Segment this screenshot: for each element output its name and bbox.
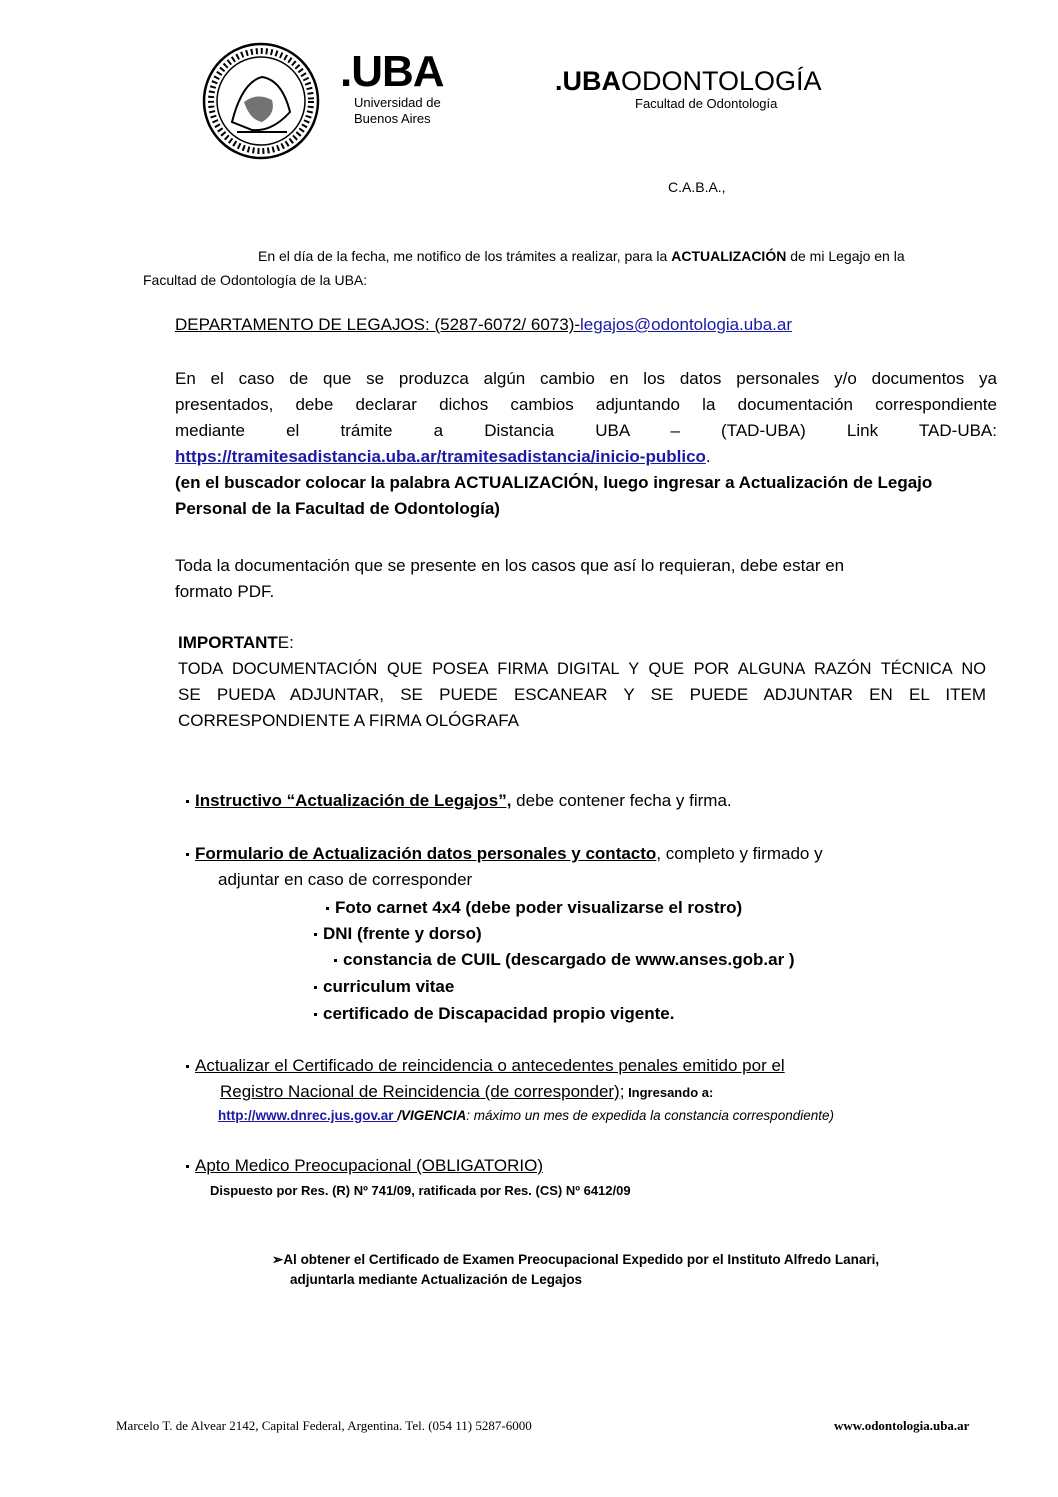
department-email-link[interactable]: legajos@odontologia.uba.ar bbox=[580, 315, 792, 334]
lanari-line-1: Al obtener el Certificado de Examen Preocupacional Expedido por el Instituto Alfredo Lanari, bbox=[283, 1252, 880, 1267]
item-apto-medico bbox=[186, 1153, 543, 1179]
important-block bbox=[178, 630, 986, 734]
tad-uba-link[interactable]: https://tramitesadistancia.uba.ar/tramitesadistancia/inicio-publico bbox=[175, 447, 706, 466]
arrow-bullet-icon: ➢ bbox=[272, 1252, 284, 1267]
lanari-instruction bbox=[272, 1250, 879, 1290]
bullet-icon bbox=[314, 1013, 317, 1016]
bullet-icon bbox=[326, 907, 329, 910]
intro-line-1 bbox=[258, 245, 905, 267]
department-label: DEPARTAMENTO DE LEGAJOS: (5287-6072/ 6073)- bbox=[175, 315, 581, 334]
de-corresponder: (de corresponder); bbox=[479, 1082, 625, 1101]
bullet-icon bbox=[314, 986, 317, 989]
important-title bbox=[178, 630, 986, 656]
lanari-line-2: adjuntarla mediante Actualización de Legajos bbox=[290, 1272, 583, 1287]
sub-item bbox=[326, 895, 742, 921]
intro-text: En el día de la fecha, me notifico de los trámites a realizar, para la bbox=[258, 248, 672, 264]
change-notice bbox=[175, 366, 997, 522]
formulario-rest: , completo y firmado y bbox=[656, 844, 823, 863]
certificado-line-1[interactable]: Actualizar el Certificado de reincidencia o antecedentes penales emitido por el bbox=[195, 1056, 785, 1075]
sub-item bbox=[314, 921, 482, 947]
pdf-notice-line-1: Toda la documentación que se presente en los casos que así lo requieran, debe estar en bbox=[175, 556, 845, 575]
uba-logo-subtitle-1: Universidad de bbox=[354, 95, 441, 110]
university-seal-logo bbox=[202, 42, 320, 160]
uba-logo-subtitle-2: Buenos Aires bbox=[354, 111, 431, 126]
change-notice-line-1: En el caso de que se produzca algún cambio en los datos personales y/o documentos ya bbox=[175, 369, 997, 388]
item-formulario bbox=[186, 841, 823, 867]
department-line bbox=[175, 312, 792, 338]
uba-logo-mark: .UBA bbox=[340, 47, 444, 96]
bullet-icon bbox=[186, 1065, 189, 1068]
vigencia-text: : máximo un mes de expedida la constancia correspondiente) bbox=[466, 1108, 834, 1123]
item-instructivo bbox=[186, 788, 732, 814]
footer-website[interactable]: www.odontologia.uba.ar bbox=[834, 1418, 970, 1433]
certificado-line-2 bbox=[220, 1079, 713, 1106]
important-title-bold: IMPORTANT bbox=[178, 633, 278, 652]
registro-nacional-link[interactable]: Registro Nacional de Reincidencia bbox=[220, 1082, 480, 1101]
instructivo-link[interactable]: Instructivo “Actualización de Legajos”, bbox=[195, 791, 512, 810]
important-line-1: TODA DOCUMENTACIÓN QUE POSEA FIRMA DIGITAL Y QUE POR ALGUNA RAZÓN TÉCNICA NO bbox=[178, 660, 986, 678]
formulario-link[interactable]: Formulario de Actualización datos personales y contacto bbox=[195, 844, 657, 863]
important-line-2: SE PUEDA ADJUNTAR, SE PUEDE ESCANEAR Y SE PUEDE ADJUNTAR EN EL ITEM bbox=[178, 685, 986, 704]
intro-line-2: Facultad de Odontología de la UBA: bbox=[143, 272, 368, 288]
intro-text-end: de mi Legajo en la bbox=[786, 248, 905, 264]
sub-item-cv: curriculum vitae bbox=[323, 977, 455, 996]
sub-item-discapacidad: certificado de Discapacidad propio vigente. bbox=[323, 1004, 675, 1023]
odo-logo-subtitle: Facultad de Odontología bbox=[635, 96, 778, 111]
pdf-notice-line-2: formato PDF. bbox=[175, 582, 275, 601]
important-line-3: CORRESPONDIENTE A FIRMA OLÓGRAFA bbox=[178, 711, 520, 730]
tad-link-suffix: . bbox=[705, 447, 711, 466]
bullet-icon bbox=[186, 1165, 189, 1168]
pdf-notice bbox=[175, 553, 844, 605]
apto-medico-title[interactable]: Apto Medico Preocupacional (OBLIGATORIO) bbox=[195, 1156, 544, 1175]
bullet-icon bbox=[186, 800, 189, 803]
apto-medico-resolution: Dispuesto por Res. (R) Nº 741/09, ratificada por Res. (CS) Nº 6412/09 bbox=[210, 1183, 631, 1198]
search-instruction-line-1: (en el buscador colocar la palabra ACTUALIZACIÓN, luego ingresar a Actualización de Legajo bbox=[175, 473, 933, 492]
change-notice-line-2: presentados, debe declarar dichos cambios adjuntando la documentación correspondiente bbox=[175, 395, 997, 414]
sub-item bbox=[334, 947, 795, 973]
sub-item bbox=[314, 1001, 674, 1027]
instructivo-rest: debe contener fecha y firma. bbox=[511, 791, 732, 810]
bullet-icon bbox=[186, 853, 189, 856]
formulario-line-2: adjuntar en caso de corresponder bbox=[218, 870, 473, 889]
uba-odontologia-logo bbox=[555, 66, 822, 112]
search-instruction-line-2: Personal de la Facultad de Odontología) bbox=[175, 499, 500, 518]
odo-logo-mark-rest: ODONTOLOGÍA bbox=[621, 66, 822, 96]
bullet-icon bbox=[314, 933, 317, 936]
date-line: C.A.B.A., bbox=[668, 179, 726, 195]
bullet-icon bbox=[334, 959, 337, 962]
sub-item bbox=[314, 974, 454, 1000]
ingresando-label: Ingresando a: bbox=[624, 1085, 714, 1100]
vigencia-label: /VIGENCIA bbox=[397, 1108, 467, 1123]
odo-logo-mark-bold: .UBA bbox=[555, 66, 621, 96]
footer-address: Marcelo T. de Alvear 2142, Capital Federal, Argentina. Tel. (054 11) 5287-6000 bbox=[116, 1418, 532, 1433]
sub-item-dni: DNI (frente y dorso) bbox=[323, 924, 482, 943]
change-notice-line-3: mediante el trámite a Distancia UBA – (TAD-UBA) Link TAD-UBA: bbox=[175, 421, 997, 440]
uba-logo bbox=[340, 47, 444, 126]
dnrec-link[interactable]: http://www.dnrec.jus.gov.ar bbox=[218, 1108, 398, 1123]
item-certificado bbox=[186, 1053, 785, 1079]
dnrec-line bbox=[218, 1106, 834, 1126]
important-title-rest: E: bbox=[277, 633, 294, 652]
sub-item-foto: Foto carnet 4x4 (debe poder visualizarse el rostro) bbox=[335, 898, 743, 917]
sub-item-cuil: constancia de CUIL (descargado de www.anses.gob.ar ) bbox=[343, 950, 795, 969]
intro-bold-word: ACTUALIZACIÓN bbox=[671, 248, 787, 264]
